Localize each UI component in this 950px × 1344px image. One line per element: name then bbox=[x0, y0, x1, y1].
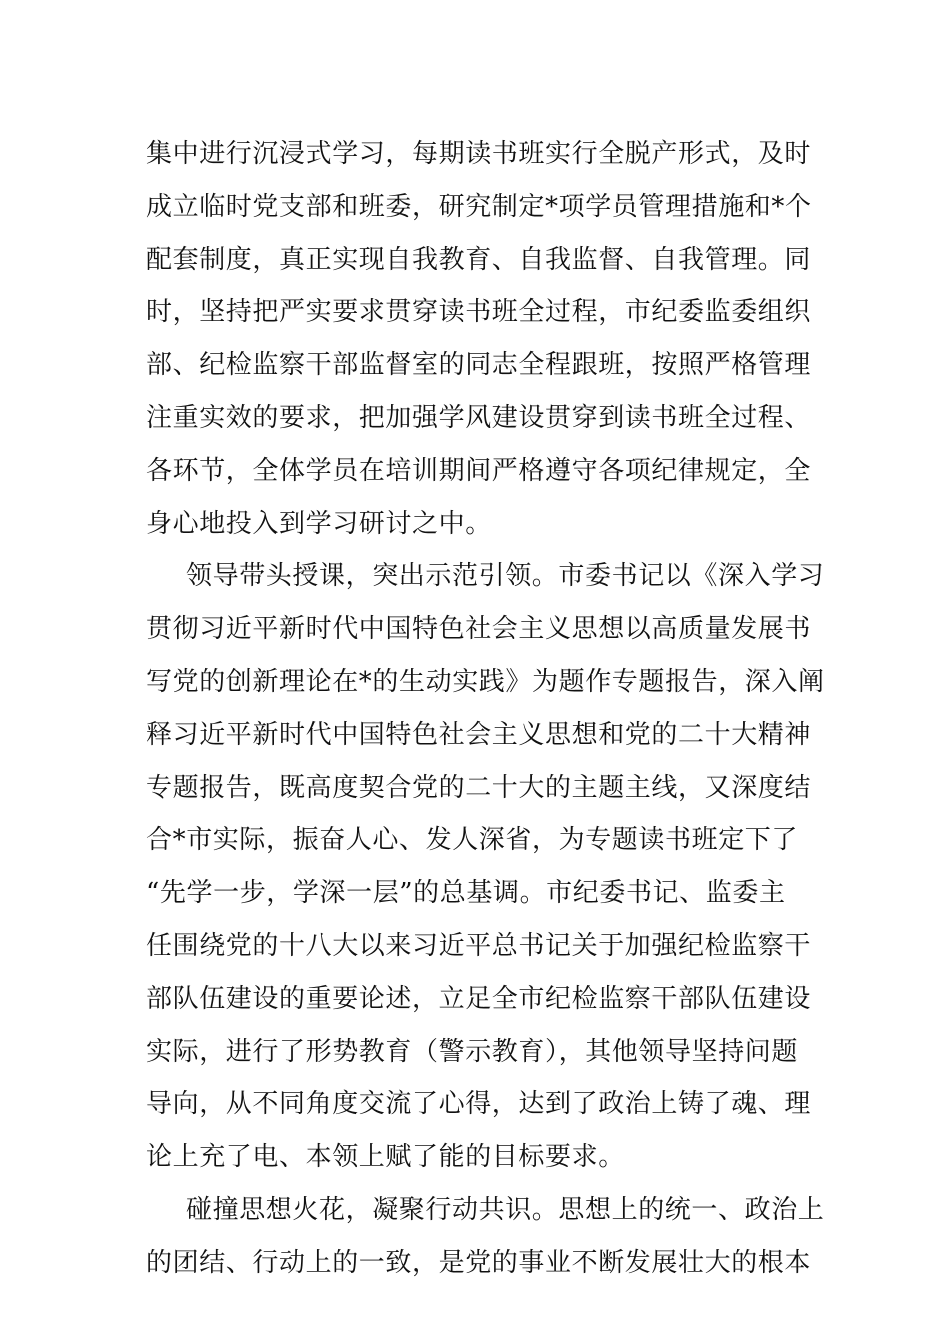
text-line: 贯彻习近平新时代中国特色社会主义思想以高质量发展书 bbox=[146, 614, 812, 645]
text-line: 时，坚持把严实要求贯穿读书班全过程，市纪委监委组织 bbox=[146, 297, 812, 328]
text-line: 身心地投入到学习研讨之中。 bbox=[146, 508, 492, 539]
text-line: 论上充了电、本领上赋了能的目标要求。 bbox=[146, 1142, 625, 1173]
text-line: 各环节，全体学员在培训期间严格遵守各项纪律规定，全 bbox=[146, 455, 812, 486]
paragraph-start-line: 领导带头授课，突出示范引领。市委书记以《深入学习 bbox=[186, 561, 825, 592]
text-line: 注重实效的要求，把加强学风建设贯穿到读书班全过程、 bbox=[146, 402, 812, 433]
text-line: 合*市实际，振奋人心、发人深省，为专题读书班定下了 bbox=[146, 825, 799, 856]
text-line: 释习近平新时代中国特色社会主义思想和党的二十大精神 bbox=[146, 719, 812, 750]
text-line: 任围绕党的十八大以来习近平总书记关于加强纪检监察干 bbox=[146, 930, 812, 961]
text-line: 的团结、行动上的一致，是党的事业不断发展壮大的根本 bbox=[146, 1247, 812, 1278]
text-line: 配套制度，真正实现自我教育、自我监督、自我管理。同 bbox=[146, 244, 812, 275]
text-line: 部队伍建设的重要论述，立足全市纪检监察干部队伍建设 bbox=[146, 983, 812, 1014]
paragraph-start-line: 碰撞思想火花，凝聚行动共识。思想上的统一、政治上 bbox=[186, 1194, 825, 1225]
text-line: “先学一步，学深一层”的总基调。市纪委书记、监委主 bbox=[146, 878, 786, 909]
text-line: 专题报告，既高度契合党的二十大的主题主线，又深度结 bbox=[146, 772, 812, 803]
text-line: 成立临时党支部和班委，研究制定*项学员管理措施和*个 bbox=[146, 191, 812, 222]
text-line: 部、纪检监察干部监督室的同志全程跟班，按照严格管理 bbox=[146, 350, 812, 381]
text-line: 集中进行沉浸式学习，每期读书班实行全脱产形式，及时 bbox=[146, 139, 812, 169]
document-body bbox=[146, 128, 825, 1290]
text-line: 写党的创新理论在*的生动实践》为题作专题报告，深入阐 bbox=[146, 666, 825, 697]
text-line: 导向，从不同角度交流了心得，达到了政治上铸了魂、理 bbox=[146, 1089, 812, 1120]
text-line: 实际，进行了形势教育（警示教育），其他领导坚持问题 bbox=[146, 1036, 799, 1067]
